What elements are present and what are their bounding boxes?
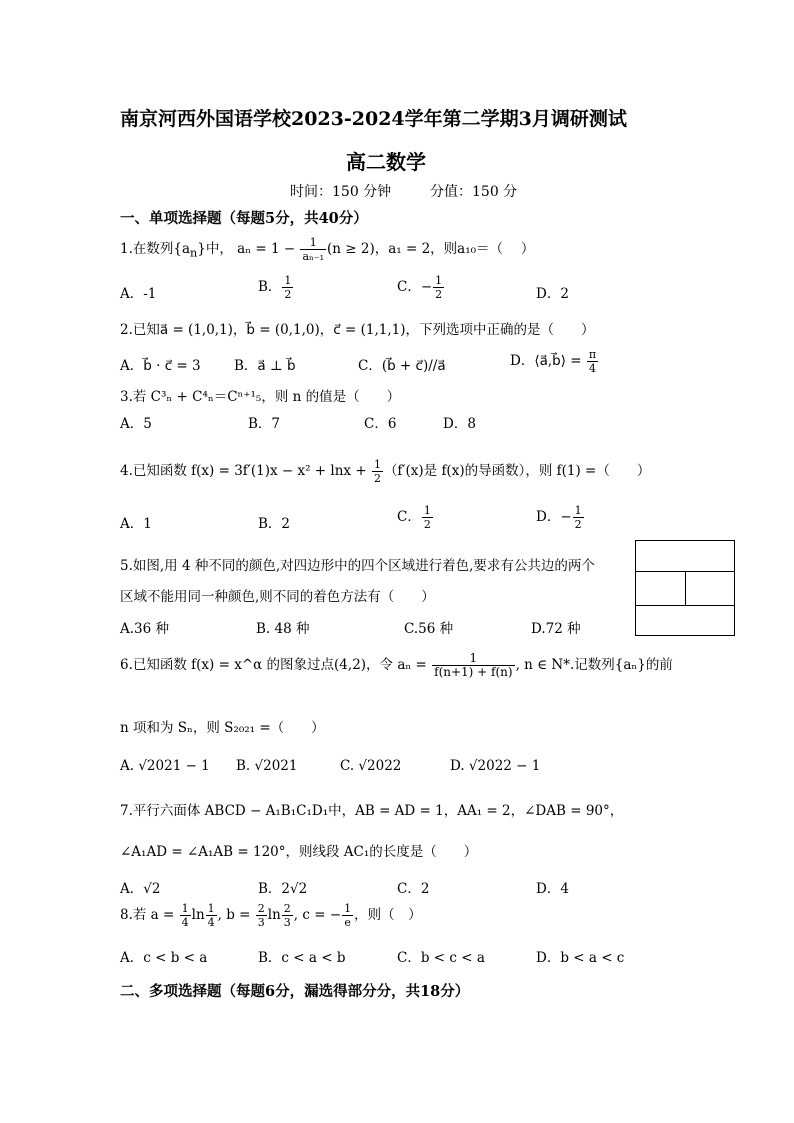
question-8-option-c: C．b < c < a	[397, 950, 485, 966]
question-1-option-c: C．− $\frac{1}{2}$	[397, 274, 443, 301]
question-8-option-b: B．c < a < b	[258, 950, 346, 966]
region-top	[635, 540, 735, 572]
region-bottom	[635, 605, 735, 636]
question-6-option-b: B. √2021	[236, 758, 298, 774]
question-4-option-b: B．2	[258, 516, 291, 532]
question-7-option-c: C．2	[397, 881, 430, 897]
question-3-option-a: A．5	[120, 416, 152, 432]
question-2-stem: 2.已知a⃗ = (1,0,1)，b⃗ = (0,1,0)，c⃗ = (1,1,1)，下列选项中正确的是（ ）	[120, 322, 595, 338]
section-heading-single-choice: 一、单项选择题（每题5分，共40分）	[120, 210, 368, 227]
region-middle-right	[685, 571, 735, 606]
question-5-option-d: D.72 种	[531, 621, 581, 637]
question-1-option-d: D．2	[536, 286, 569, 302]
exam-title: 南京河西外国语学校2023-2024学年第二学期3月调研测试	[120, 108, 627, 130]
question-2-option-a: A．b⃗ · c⃗ = 3	[120, 358, 201, 374]
question-6-stem-line2: n 项和为 Sₙ，则 S₂₀₂₁ =（ ）	[120, 720, 325, 736]
region-middle-left	[635, 571, 686, 606]
question-4-stem: 4.已知函数 f(x) = 3f′(1)x − x² + lnx + $\frac{1}{2}$ （f′(x)是 f(x)的导函数），则 f(1) =（ ）	[120, 458, 651, 485]
question-4-option-c: C． $\frac{1}{2}$	[397, 504, 431, 531]
question-6-option-c: C. √2022	[340, 758, 402, 774]
question-7-stem-line2: ∠A₁AD = ∠A₁AB = 120°，则线段 AC₁的长度是（ ）	[120, 844, 478, 860]
question-6-stem: 6.已知函数 f(x) = x^α 的图象过点(4,2)，令 aₙ = $\frac{1}{f(n+1) + f(n)}$ , n ∈ N*.记数列{aₙ}的前	[120, 651, 673, 679]
question-5-stem-line2: 区域不能用同一种颜色,则不同的着色方法有（ ）	[120, 589, 435, 605]
question-3-option-c: C．6	[364, 416, 397, 432]
question-7-option-d: D．4	[536, 881, 569, 897]
exam-time: 时间：150 分钟	[290, 184, 392, 200]
question-7-stem-line1: 7.平行六面体 ABCD − A₁B₁C₁D₁中，AB = AD = 1，AA₁ = 2，∠DAB = 90°，	[120, 803, 624, 819]
question-8-option-a: A．c < b < a	[120, 950, 208, 966]
question-3-stem: 3.若 C³ₙ + C⁴ₙ＝Cⁿ⁺¹₅，则 n 的值是（ ）	[120, 389, 401, 405]
question-4-option-d: D．− $\frac{1}{2}$	[536, 504, 582, 531]
exam-subtitle: 高二数学	[346, 150, 426, 174]
question-6-option-d: D. √2022 − 1	[450, 758, 541, 774]
question-1-option-a: A．-1	[120, 286, 157, 302]
question-7-option-a: A．√2	[120, 881, 161, 897]
question-5-stem-line1: 5.如图,用 4 种不同的颜色,对四边形中的四个区域进行着色,要求有公共边的两个	[120, 558, 595, 574]
question-7-option-b: B．2√2	[258, 881, 308, 897]
section-heading-multiple-choice: 二、多项选择题（每题6分，漏选得部分分，共18分）	[120, 983, 470, 1000]
question-1-option-b: B． $\frac{1}{2}$	[258, 274, 292, 301]
question-4-option-a: A．1	[120, 516, 152, 532]
question-2-option-b: B．a⃗ ⊥ b⃗	[234, 358, 296, 374]
question-1-stem: 1.在数列$\{a_n\}$中， aₙ = 1 − $\frac{1}{\text{aₙ₋₁}}$ (n ≥ 2)，a₁ = 2，则a₁₀＝（ ）	[120, 236, 535, 263]
question-5-option-a: A.36 种	[120, 621, 170, 637]
question-8-option-d: D．b < a < c	[536, 950, 625, 966]
question-2-option-c: C．(b⃗ + c⃗)//a⃗	[358, 358, 446, 374]
question-3-option-d: D．8	[443, 416, 476, 432]
question-5-option-c: C.56 种	[404, 621, 454, 637]
question-8-stem: 8.若 a = $\frac{1}{4}$ ln $\frac{1}{4}$ , b = $\frac{2}{3}$ ln $\frac{2}{3}$ , c = − $\frac{1}{e}$ ，则（ ）	[120, 902, 422, 929]
exam-score: 分值：150 分	[430, 184, 518, 200]
question-2-option-d: D．⟨a⃗,b⃗⟩ = $\frac{\pi}{4}$	[510, 348, 597, 375]
question-5-option-b: B. 48 种	[256, 621, 310, 637]
question-6-option-a: A. √2021 − 1	[120, 758, 210, 774]
question-3-option-b: B．7	[248, 416, 281, 432]
fraction: $\frac{1}{\text{aₙ₋₁}}$	[302, 236, 324, 263]
quadrilateral-region-diagram	[635, 540, 735, 636]
